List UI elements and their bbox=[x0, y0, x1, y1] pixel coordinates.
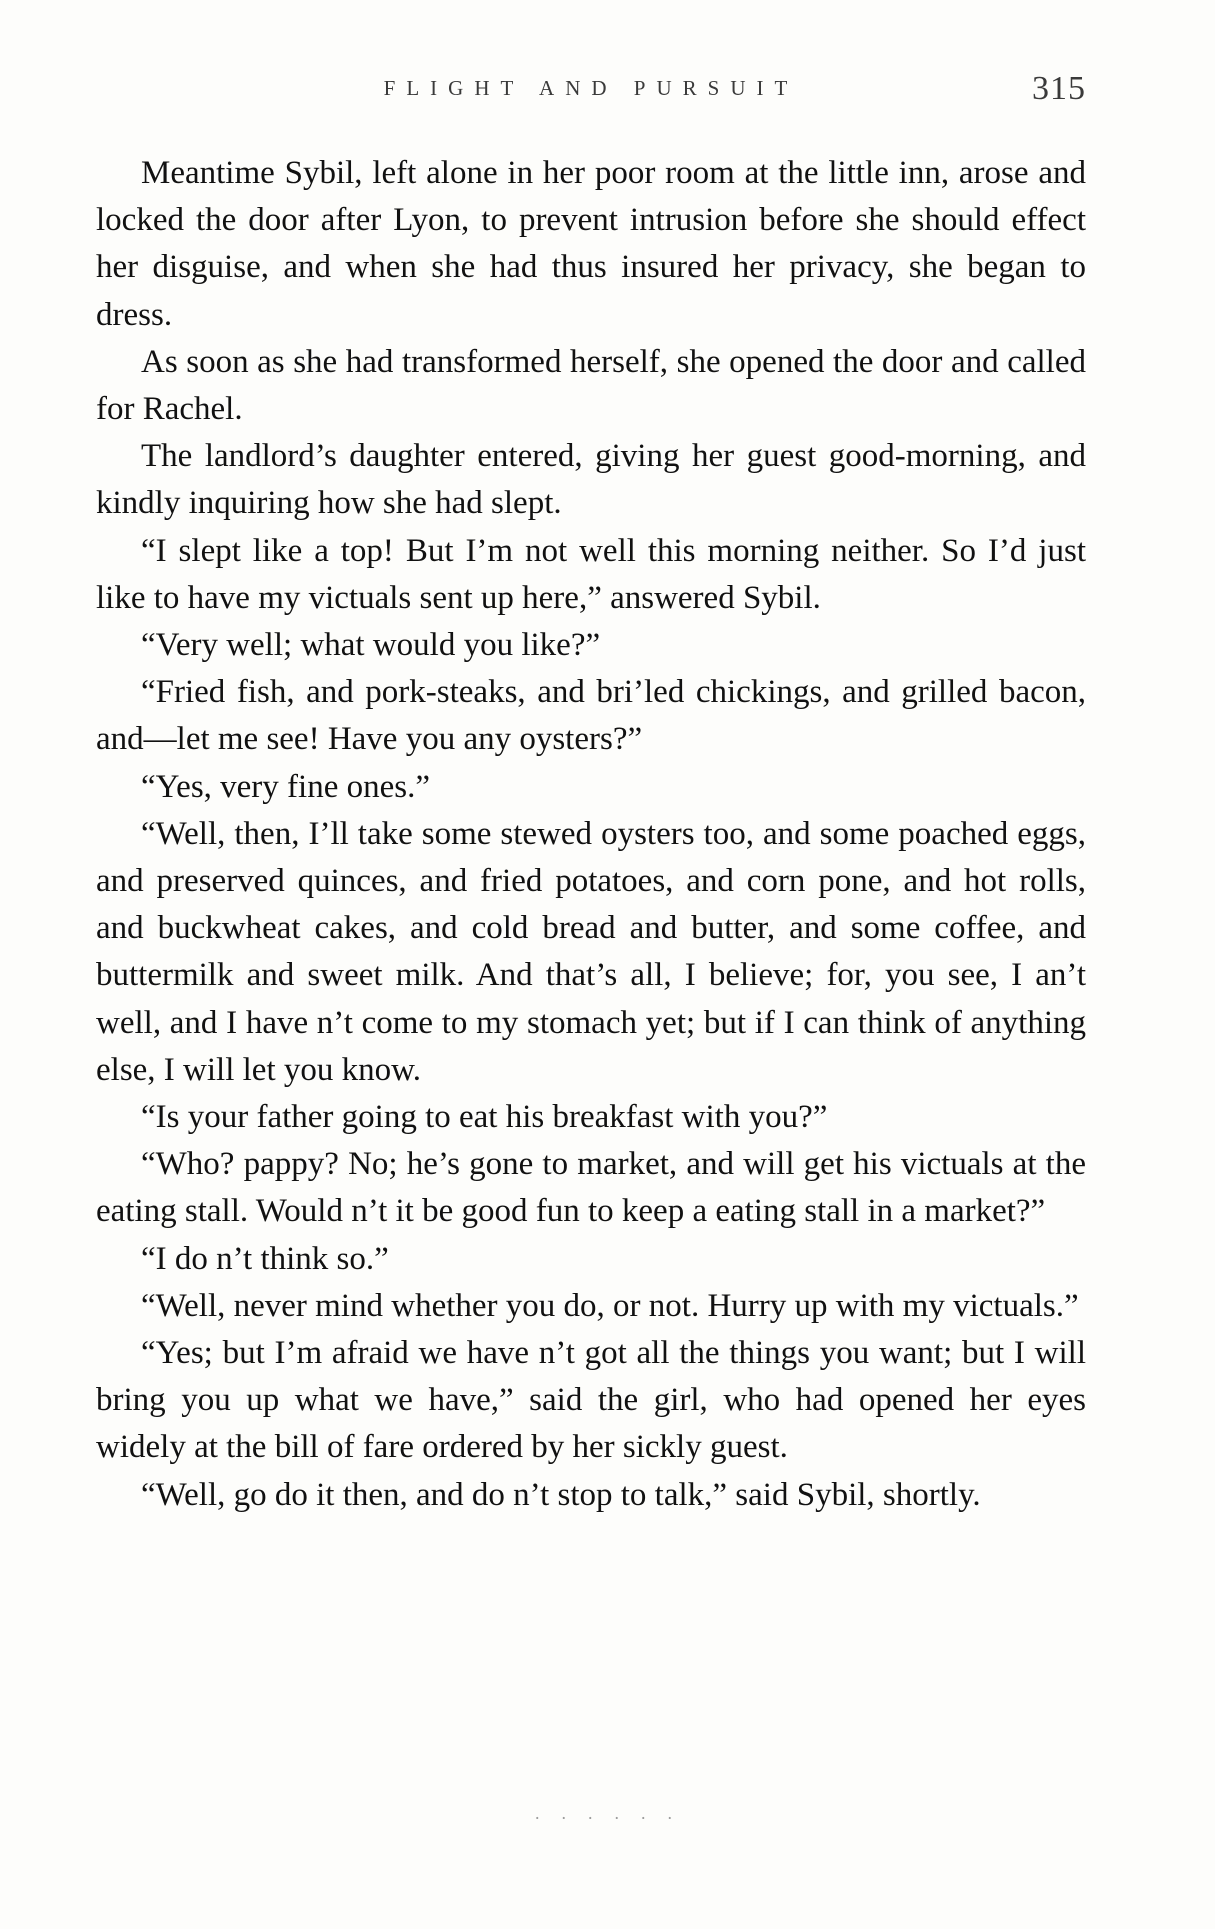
paragraph: “Fried fish, and pork-steaks, and bri’led chickings, and grilled bacon, and—let me see! Have you any oysters?” bbox=[96, 674, 1086, 758]
paragraph: “Well, then, I’ll take some stewed oysters too, and some poached eggs, and preserved quinces, and fried potatoes, and corn pone, and hot rolls, and buckwheat cakes, and cold bread and butter, and some coffee, and buttermilk and sweet milk. And that’s all, I believe; for, you see, I an’t well, and I have n’t come to my stomach yet; but if I can think of anything else, I will let you know. bbox=[96, 815, 1086, 1088]
paragraph: The landlord’s daughter entered, giving her guest good-morning, and kindly inquiring how she had slept. bbox=[96, 438, 1086, 522]
paragraph: “Is your father going to eat his breakfast with you?” bbox=[141, 1099, 828, 1136]
print-specks: · · · · · · bbox=[534, 1808, 681, 1828]
paragraph: “Very well; what would you like?” bbox=[141, 627, 601, 664]
paragraph: “Yes; but I’m afraid we have n’t got all the things you want; but I will bring you up what we have,” said the girl, who had opened her eyes widely at the bill of fare ordered by her sickly guest. bbox=[96, 1335, 1086, 1466]
paragraph: “Well, never mind whether you do, or not. Hurry up with my victuals.” bbox=[141, 1287, 1079, 1324]
body-text bbox=[96, 150, 1086, 1519]
running-head bbox=[96, 72, 1086, 112]
paragraph: “Yes, very fine ones.” bbox=[141, 768, 430, 805]
running-title: FLIGHT AND PURSUIT bbox=[383, 76, 799, 100]
page-number: 315 bbox=[1032, 70, 1086, 107]
paragraph: “Well, go do it then, and do n’t stop to talk,” said Sybil, shortly. bbox=[141, 1476, 981, 1513]
paragraph: “I slept like a top! But I’m not well this morning neither. So I’d just like to have my victuals sent up here,” answered Sybil. bbox=[96, 532, 1086, 616]
paragraph: As soon as she had transformed herself, she opened the door and called for Rachel. bbox=[96, 343, 1086, 428]
paragraph: Meantime Sybil, left alone in her poor room at the little inn, arose and locked the door after Lyon, to prevent intrusion before she should effect her disguise, and when she had thus insured her privacy, she began to dress. bbox=[96, 155, 1086, 333]
paragraph: “Who? pappy? No; he’s gone to market, and will get his victuals at the eating stall. Would n’t it be good fun to keep a eating stall in a market?” bbox=[96, 1146, 1086, 1230]
paragraph: “I do n’t think so.” bbox=[141, 1240, 389, 1277]
